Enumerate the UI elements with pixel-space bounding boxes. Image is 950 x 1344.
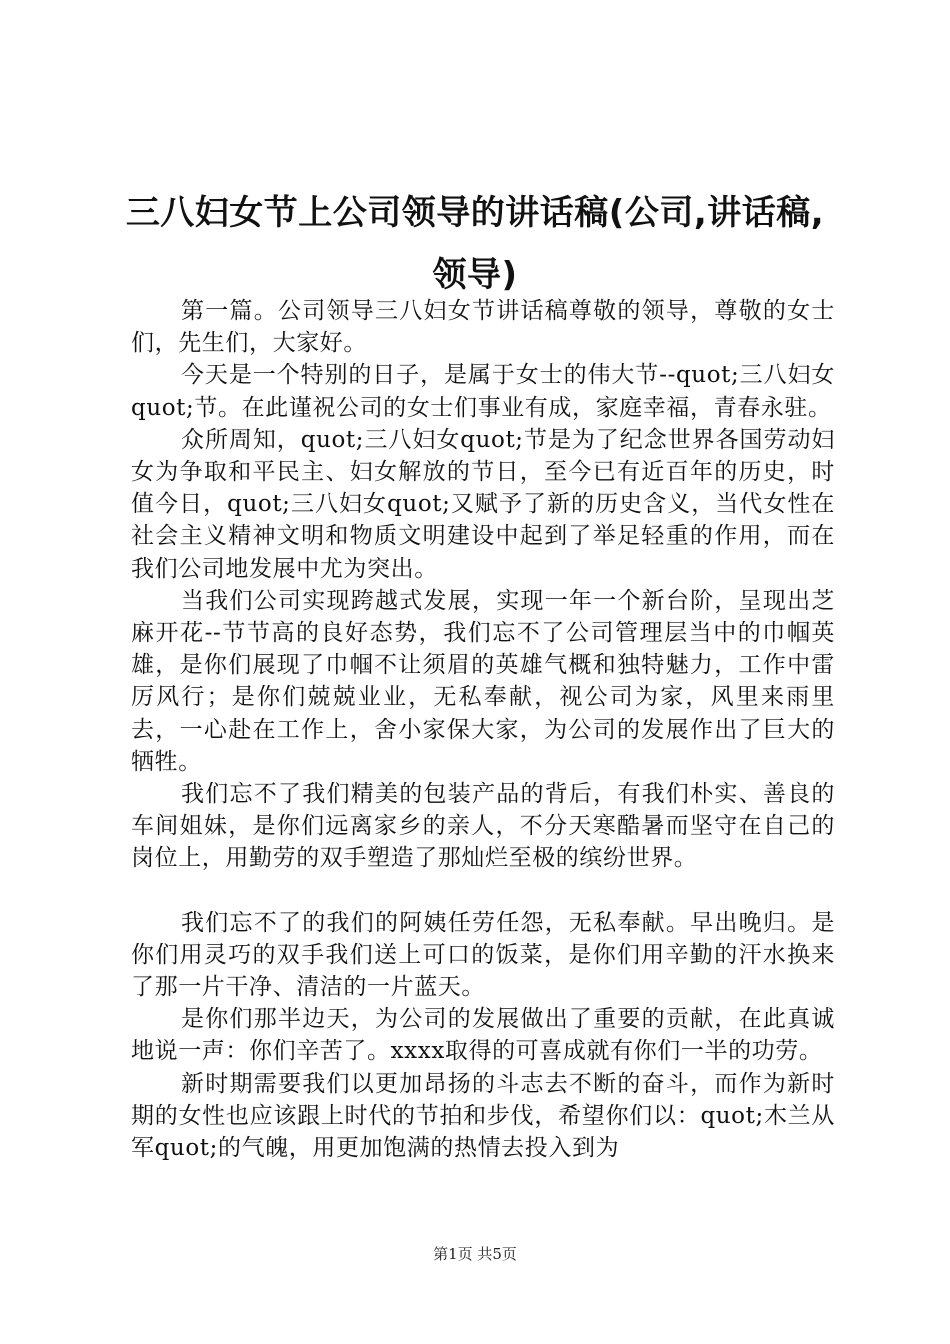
paragraph: 我们忘不了的我们的阿姨任劳任怨，无私奉献。早出晚归。是你们用灵巧的双手我们送上可口的饭菜，是你们用辛勤的汗水换来了那一片干净、清洁的一片蓝天。 [131, 909, 835, 1001]
paragraph: 我们忘不了我们精美的包装产品的背后，有我们朴实、善良的车间姐妹，是你们远离家乡的亲人，不分天寒酷暑而坚守在自己的岗位上，用勤劳的双手塑造了那灿烂至极的缤纷世界。 [131, 781, 835, 872]
paragraph: 第一篇。公司领导三八妇女节讲话稿尊敬的领导，尊敬的女士们，先生们，大家好。 [131, 298, 835, 357]
paragraph: 今天是一个特别的日子，是属于女士的伟大节--quot;三八妇女quot;节。在此谨祝公司的女士们事业有成，家庭幸福，青春永驻。 [131, 362, 835, 421]
page-number: 第1页 共5页 [433, 1245, 517, 1263]
paragraph: 众所周知，quot;三八妇女quot;节是为了纪念世界各国劳动妇女为争取和平民主、妇女解放的节日，至今已有近百年的历史，时值今日，quot;三八妇女quot;又赋予了新的历史含义，当代女性在社会主义精神文明和物质文明建设中起到了举足轻重的作用，而在我们公司地发展中尤为突出。 [131, 426, 835, 582]
document-title: 三八妇女节上公司领导的讲话稿(公司,讲话稿,领导) [125, 193, 825, 295]
paragraph: 当我们公司实现跨越式发展，实现一年一个新台阶，呈现出芝麻开花--节节高的良好态势，我们忘不了公司管理层当中的巾帼英雄，是你们展现了巾帼不让须眉的英雄气概和独特魅力，工作中雷厉风行；是你们兢兢业业，无私奉献，视公司为家，风里来雨里去，一心赴在工作上，舍小家保大家，为公司的发展作出了巨大的牺牲。 [131, 587, 835, 775]
document-body [131, 295, 835, 1164]
paragraph: 新时期需要我们以更加昂扬的斗志去不断的奋斗，而作为新时期的女性也应该跟上时代的节拍和步伐，希望你们以：quot;木兰从军quot;的气魄，用更加饱满的热情去投入到为 [131, 1070, 835, 1162]
paragraph: 是你们那半边天，为公司的发展做出了重要的贡献，在此真诚地说一声：你们辛苦了。xxxx取得的可喜成就有你们一半的功劳。 [131, 1006, 835, 1065]
